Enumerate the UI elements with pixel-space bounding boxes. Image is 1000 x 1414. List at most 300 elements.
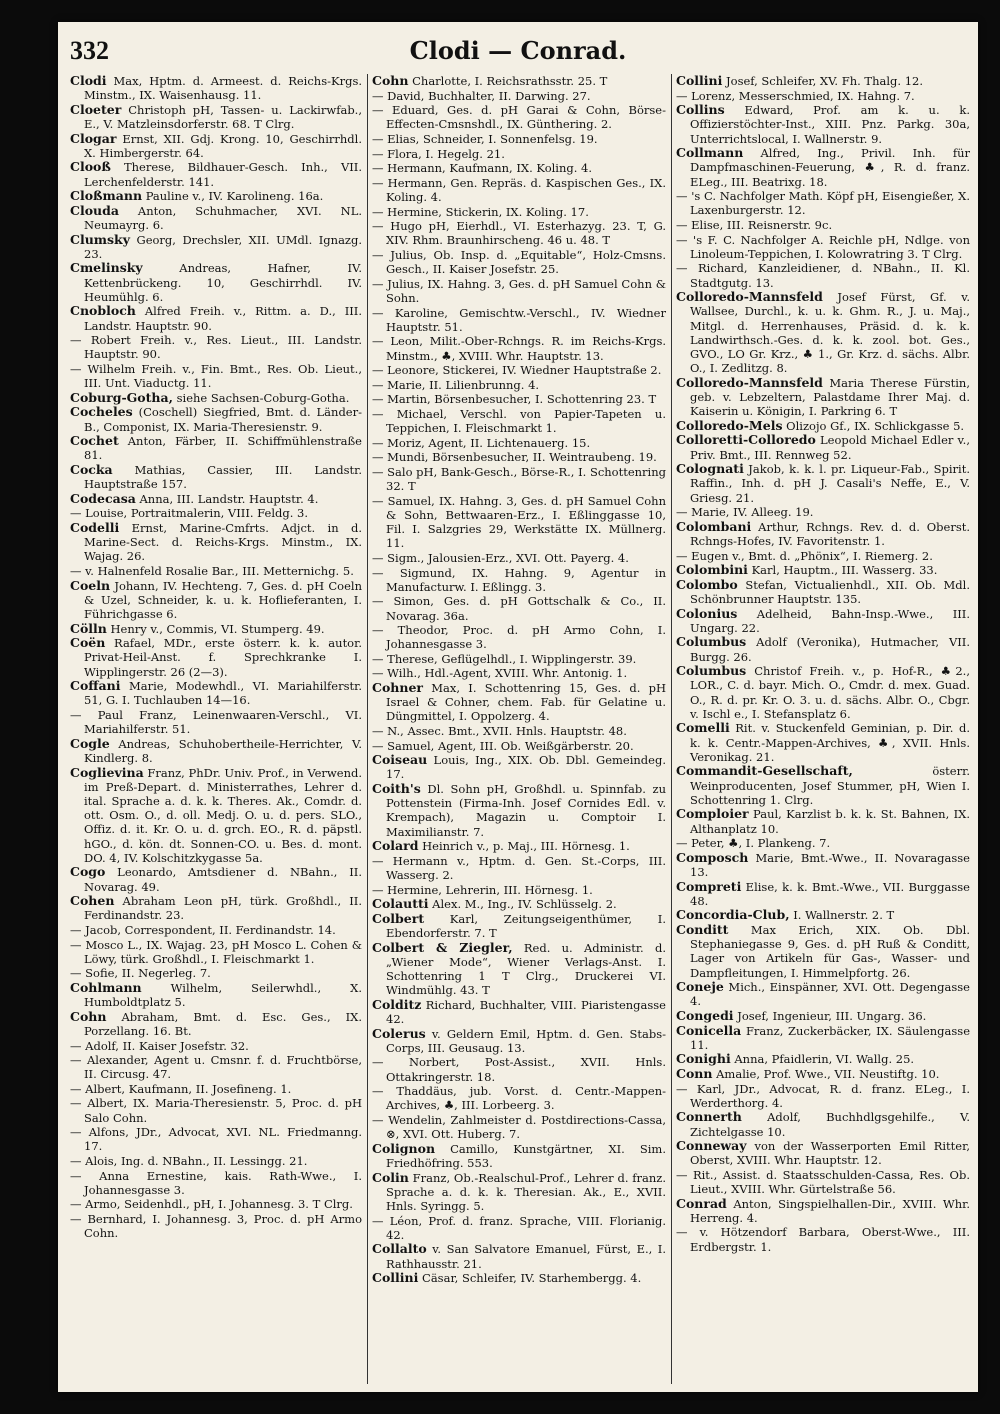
entry-surname: Colerus [372, 1025, 426, 1041]
directory-entry [372, 883, 666, 897]
column-divider [367, 74, 368, 1384]
directory-entry [372, 739, 666, 753]
directory-entry [372, 306, 666, 334]
directory-entry [70, 622, 362, 636]
directory-entry [70, 304, 362, 332]
entry-text: Max, Hptm. d. Armeest. d. Reichs-Krgs. Minstm., IX. Waisenhausg. 11. [84, 74, 362, 103]
entry-surname: Coburg-Gotha, [70, 389, 173, 405]
directory-entry [372, 1027, 666, 1055]
directory-entry [372, 652, 666, 666]
entry-surname: Collini [676, 74, 723, 88]
entry-text: Ernst, Marine-Cmfrts. Adjct. in d. Marine-Sect. d. Reichs-Krgs. Minstm., IX. Wajag. 26. [84, 520, 362, 564]
entry-text: Therese, Bildhauer-Gesch. Inh., VII. Lerchenfelderstr. 141. [84, 160, 362, 189]
directory-entry [676, 836, 970, 850]
directory-entry [70, 966, 362, 980]
entry-text: Paul, Karzlist b. k. k. St. Bahnen, IX. Althanplatz 10. [690, 807, 970, 836]
entry-surname: Concordia-Club, [676, 907, 790, 923]
directory-entry [676, 807, 970, 835]
entry-text: Karl, Hauptm., III. Wasserg. 33. [747, 563, 938, 578]
directory-entry [70, 679, 362, 707]
entry-text: Josef, Ingenieur, III. Ungarg. 36. [733, 1008, 927, 1023]
directory-entry [70, 894, 362, 922]
entry-text: Adelheid, Bahn-Insp.-Wwe., III. Ungarg. 22. [690, 606, 970, 635]
entry-surname: Coiseau [372, 752, 428, 768]
entry-text: Heinrich v., p. Maj., III. Hörnesg. 1. [418, 839, 630, 854]
entry-surname: Conditt [676, 921, 729, 937]
entry-surname: Cogo [70, 864, 106, 880]
entry-text: Anna, Pfaidlerin, VI. Wallg. 25. [730, 1052, 915, 1067]
entry-surname: Colombani [676, 518, 752, 534]
entry-text: — Hermann v., Hptm. d. Gen. St.-Corps, III. Wasserg. 2. [372, 853, 666, 883]
entry-text: — Eugen v., Bmt. d. „Phönix“, I. Riemerg. 2. [676, 548, 933, 563]
entry-text: — Albert, IX. Maria-Theresienstr. 5, Proc. d. pH Salo Cohn. [70, 1096, 362, 1125]
entry-text: — 's C. Nachfolger Math. Köpf pH, Eisengießer, X. Laxenburgerstr. 12. [676, 189, 970, 218]
directory-entry [70, 1039, 362, 1053]
entry-text: Anton, Singspielhallen-Dir., XVIII. Whr. Herreng. 4. [690, 1196, 970, 1225]
column-divider [671, 74, 672, 1384]
entry-text: — Leonore, Stickerei, IV. Wiedner Hauptstraße 2. [372, 363, 662, 378]
entry-text: — Richard, Kanzleidiener, d. NBahn., II. Kl. Stadtgutg. 13. [676, 261, 970, 290]
directory-entry [676, 103, 970, 146]
directory-entry [70, 1197, 362, 1211]
directory-entry [70, 737, 362, 765]
directory-entry [676, 880, 970, 908]
directory-entry [70, 391, 362, 405]
entry-text: — Wilh., Hdl.-Agent, XVIII. Whr. Antonig. 1. [372, 666, 628, 681]
entry-text: — David, Buchhalter, II. Darwing. 27. [372, 88, 591, 103]
entry-surname: Clumsky [70, 231, 130, 247]
entry-surname: Collins [676, 102, 725, 118]
entry-text: Andreas, Schuhobertheile-Herrichter, V. Kindlerg. 8. [84, 736, 362, 765]
entry-surname: Coën [70, 635, 106, 651]
entry-text: — Mosco L., IX. Wajag. 23, pH Mosco L. Cohen & Löwy, türk. Großhdl., I. Fleischmarkt 1. [70, 937, 362, 966]
directory-entry [372, 334, 666, 362]
directory-entry [372, 1271, 666, 1285]
entry-surname: Cölln [70, 620, 107, 636]
page-header [58, 22, 978, 74]
directory-entry [372, 219, 666, 247]
directory-entry [372, 450, 666, 464]
entry-text: — N., Assec. Bmt., XVII. Hnls. Hauptstr. 48. [372, 724, 627, 739]
entry-surname: Conighi [676, 1051, 731, 1067]
directory-entry [676, 1067, 970, 1081]
entry-surname: Cloßmann [70, 188, 143, 204]
directory-entry [676, 233, 970, 261]
entry-surname: Columbus [676, 663, 747, 679]
entry-text: Leopold Michael Edler v., Priv. Bmt., III. Rennweg 52. [690, 433, 970, 462]
entry-text: — Bernhard, I. Johannesg. 3, Proc. d. pH Armo Cohn. [70, 1212, 362, 1241]
entry-text: — Theodor, Proc. d. pH Armo Cohn, I. Johannesgasse 3. [372, 623, 666, 652]
entry-text: v. Geldern Emil, Hptm. d. Gen. Stabs-Corps, III. Geusaug. 13. [386, 1026, 666, 1055]
entry-text: Red. u. Administr. d. „Wiener Mode“, Wiener Verlags-Anst. I. Schottenring 1 T Clrg., Druckerei VI. Windmühlg. 43. T [386, 940, 666, 998]
entry-text: — Sigm., Jalousien-Erz., XVI. Ott. Payerg. 4. [372, 550, 629, 565]
entry-text: (Coschell) Siegfried, Bmt. d. Länder-B., Componist, IX. Maria-Theresienstr. 9. [84, 405, 362, 434]
directory-columns [70, 74, 970, 1384]
directory-entry [676, 261, 970, 289]
entry-text: — Salo pH, Bank-Gesch., Börse-R., I. Schottenring 32. T [372, 464, 666, 494]
directory-entry [676, 1139, 970, 1167]
entry-text: — Sofie, II. Negerleg. 7. [70, 966, 211, 981]
entry-surname: Cohen [70, 893, 115, 909]
directory-entry [372, 594, 666, 622]
directory-entry [372, 897, 666, 911]
directory-entry [372, 1242, 666, 1270]
entry-text: — Wendelin, Zahlmeister d. Postdirections-Cassa, ⊗, XVI. Ott. Huberg. 7. [372, 1113, 666, 1142]
entry-text: Edward, Prof. am k. u. k. Offizierstöchter-Inst., XIII. Pnz. Parkg. 30a, Unterrichtslocal, I. Wallnerstr. 9. [690, 103, 970, 146]
entry-text: Stefan, Victualienhdl., XII. Ob. Mdl. Schönbrunner Hauptstr. 135. [690, 577, 970, 606]
entry-surname: Colognati [676, 461, 744, 477]
entry-surname: Comelli [676, 720, 730, 736]
entry-text: — Marie, IV. Alleeg. 19. [676, 505, 814, 520]
entry-text: Cäsar, Schleifer, IV. Starhembergg. 4. [418, 1271, 642, 1286]
directory-entry [70, 189, 362, 203]
entry-text: Rit. v. Stuckenfeld Geminian, p. Dir. d. k. k. Centr.-Mappen-Archives, ♣, XVII. Hnls. Veronikag. 21. [690, 721, 970, 764]
directory-entry [372, 176, 666, 204]
entry-text: — Lorenz, Messerschmied, IX. Hahng. 7. [676, 88, 915, 103]
directory-entry [70, 766, 362, 865]
directory-entry [676, 1009, 970, 1023]
entry-text: — v. Hötzendorf Barbara, Oberst-Wwe., III. Erdbergstr. 1. [676, 1225, 970, 1254]
entry-text: — Sigmund, IX. Hahng. 9, Agentur in Manufacturw. I. Eßlingg. 3. [372, 565, 666, 594]
entry-surname: Composch [676, 849, 749, 865]
directory-entry [676, 1024, 970, 1052]
entry-text: Ernst, XII. Gdj. Krong. 10, Geschirrhdl. X. Himbergerstr. 64. [84, 131, 362, 160]
entry-surname: Colonius [676, 605, 738, 621]
directory-entry [372, 494, 666, 551]
directory-entry [372, 998, 666, 1026]
directory-entry [372, 392, 666, 406]
directory-entry [676, 189, 970, 217]
entry-text: Andreas, Hafner, IV. Kettenbrückeng. 10, Geschirrhdl. IV. Heumühlg. 6. [84, 261, 362, 304]
entry-text: — Hermine, Stickerin, IX. Koling. 17. [372, 204, 589, 219]
directory-entry [70, 1125, 362, 1153]
directory-entry [676, 462, 970, 505]
directory-entry [70, 233, 362, 261]
directory-entry [70, 506, 362, 520]
entry-surname: Coglievina [70, 764, 144, 780]
directory-entry [676, 764, 970, 807]
entry-text: — Robert Freih. v., Res. Lieut., III. Landstr. Hauptstr. 90. [70, 333, 362, 362]
entry-text: Marie, Bmt.-Wwe., II. Novaragasse 13. [690, 850, 970, 879]
entry-text: Adolf (Veronika), Hutmacher, VII. Burgg. 26. [690, 635, 970, 664]
directory-entry [676, 563, 970, 577]
directory-entry [676, 923, 970, 980]
directory-entry [70, 1096, 362, 1124]
entry-surname: Coneje [676, 979, 724, 995]
entry-text: Maria Therese Fürstin, geb. v. Lebzeltern, Palastdame Ihrer Maj. d. Kaiserin u. Königin, I. Parkring 6. T [690, 375, 970, 419]
entry-surname: Cloeter [70, 101, 122, 117]
entry-text: — Samuel, Agent, III. Ob. Weißgärberstr. 20. [372, 738, 634, 753]
entry-surname: Colin [372, 1169, 409, 1185]
entry-text: Charlotte, I. Reichsrathsstr. 25. T [408, 74, 608, 88]
directory-entry [676, 290, 970, 375]
entry-text: — Armo, Seidenhdl., pH, I. Johannesg. 3. T Clrg. [70, 1197, 353, 1212]
directory-entry [70, 636, 362, 679]
entry-text: — Norbert, Post-Assist., XVII. Hnls. Ottakringerstr. 18. [372, 1055, 666, 1084]
directory-entry [70, 1212, 362, 1240]
column-1 [70, 74, 362, 1384]
directory-entry [372, 1171, 666, 1214]
directory-entry [676, 419, 970, 433]
entry-text: — 's F. C. Nachfolger A. Reichle pH, Ndlge. von Linoleum-Teppichen, I. Kolowratring 3. T Clrg. [676, 232, 970, 261]
directory-entry [70, 362, 362, 390]
entry-text: — Alois, Ing. d. NBahn., II. Lessingg. 21. [70, 1154, 308, 1169]
entry-text: Christoph pH, Tassen- u. Lackirwfab., E., V. Matzleinsdorferstr. 68. T Clrg. [84, 102, 362, 131]
entry-surname: Colloredo-Mannsfeld [676, 374, 823, 390]
entry-text: — Louise, Portraitmalerin, VIII. Feldg. 3. [70, 506, 309, 521]
entry-surname: Colloredo-Mels [676, 417, 783, 433]
entry-surname: Colditz [372, 996, 422, 1012]
entry-surname: Colignon [372, 1140, 436, 1156]
entry-text: Johann, IV. Hechteng. 7, Ges. d. pH Coeln & Uzel, Schneider, k. u. k. Hoflieferanten, I. Führichgasse 6. [84, 578, 362, 621]
entry-text: Camillo, Kunstgärtner, XI. Sim. Friedhöfring. 553. [386, 1141, 666, 1171]
directory-entry [372, 551, 666, 565]
directory-entry [372, 407, 666, 435]
directory-entry [70, 579, 362, 622]
entry-text: — Therese, Geflügelhdl., I. Wipplingerstr. 39. [372, 651, 637, 666]
entry-surname: Codecasa [70, 490, 136, 506]
directory-entry [676, 1110, 970, 1138]
directory-entry [676, 664, 970, 721]
directory-entry [676, 908, 970, 922]
directory-entry [372, 436, 666, 450]
entry-text: — Martin, Börsenbesucher, I. Schottenring 23. T [372, 392, 657, 407]
entry-text: — Alfons, JDr., Advocat, XVI. NL. Friedmanng. 17. [70, 1125, 362, 1154]
directory-entry [70, 160, 362, 188]
entry-surname: Colloretti-Colloredo [676, 432, 816, 448]
entry-text: Leonardo, Amtsdiener d. NBahn., II. Novarag. 49. [84, 865, 362, 894]
entry-surname: Connerth [676, 1109, 742, 1125]
directory-entry [676, 218, 970, 232]
entry-text: I. Wallnerstr. 2. T [789, 908, 895, 923]
entry-surname: Cogle [70, 735, 110, 751]
directory-entry [70, 405, 362, 433]
directory-entry [676, 851, 970, 879]
directory-entry [70, 132, 362, 160]
entry-surname: Codelli [70, 519, 120, 535]
directory-entry [676, 721, 970, 764]
directory-entry [372, 277, 666, 305]
entry-text: — Paul Franz, Leinenwaaren-Verschl., VI. Mariahilferstr. 51. [70, 707, 362, 737]
entry-surname: Collini [372, 1270, 419, 1286]
running-head: Clodi — Conrad. [409, 36, 627, 65]
directory-entry [70, 492, 362, 506]
directory-entry [372, 666, 666, 680]
directory-entry [676, 635, 970, 663]
entry-text: — Michael, Verschl. von Papier-Tapeten u. Teppichen, I. Fleischmarkt 1. [372, 406, 666, 436]
entry-surname: Colloredo-Mannsfeld [676, 289, 823, 305]
entry-text: — Simon, Ges. d. pH Gottschalk & Co., II. Novarag. 36a. [372, 594, 666, 623]
entry-surname: Collalto [372, 1241, 427, 1257]
entry-text: — v. Halnenfeld Rosalie Bar., III. Metternichg. 5. [70, 563, 354, 578]
directory-entry [372, 1084, 666, 1112]
directory-entry [70, 434, 362, 462]
entry-text: — Elise, III. Reisnerstr. 9c. [676, 217, 833, 232]
entry-surname: Colombini [676, 562, 748, 578]
directory-entry [70, 521, 362, 564]
directory-entry [676, 578, 970, 606]
entry-surname: Conrad [676, 1195, 727, 1211]
directory-entry [372, 941, 666, 998]
entry-text: Georg, Drechsler, XII. UMdl. Ignazg. 23. [84, 232, 362, 261]
directory-entry [70, 981, 362, 1009]
directory-entry [372, 753, 666, 781]
directory-entry [372, 1055, 666, 1083]
entry-text: — Karl, JDr., Advocat, R. d. franz. ELeg., I. Werderthorg. 4. [676, 1081, 970, 1110]
directory-entry [372, 465, 666, 493]
directory-entry [676, 433, 970, 461]
entry-surname: Colombo [676, 576, 738, 592]
directory-entry [676, 376, 970, 419]
entry-text: — Elias, Schneider, I. Sonnenfelsg. 19. [372, 131, 598, 146]
entry-surname: Cocheles [70, 404, 133, 420]
entry-surname: Cohn [372, 74, 409, 88]
directory-entry [676, 74, 970, 88]
directory-entry [372, 623, 666, 651]
directory-entry [372, 103, 666, 131]
entry-text: Karl, Zeitungseigenthümer, I. Ebendorferstr. 7. T [386, 911, 666, 941]
entry-text: Abraham, Bmt. d. Esc. Ges., IX. Porzellang. 16. Bt. [84, 1009, 362, 1038]
entry-text: — Albert, Kaufmann, II. Josefineng. 1. [70, 1081, 292, 1096]
directory-entry [70, 1169, 362, 1197]
entry-text: Max, I. Schottenring 15, Ges. d. pH Israel & Cohner, chem. Fab. für Gelatine u. Düngmittel, I. Oppolzerg. 4. [386, 681, 666, 724]
directory-entry [372, 74, 666, 88]
entry-text: Arthur, Rchngs. Rev. d. d. Oberst. Rchngs-Hofes, IV. Favoritenstr. 1. [690, 519, 970, 548]
entry-surname: Clodi [70, 74, 107, 88]
entry-text: Henry v., Commis, VI. Stumperg. 49. [106, 621, 325, 636]
entry-surname: Colbert [372, 910, 425, 926]
directory-entry [70, 1154, 362, 1168]
entry-text: Max Erich, XIX. Ob. Dbl. Stephaniegasse 9, Ges. d. pH Ruß & Conditt, Lager von Artikeln für Gas-, Wasser- und Dampfleitungen, I. Himmelpfortg. 26. [690, 922, 970, 980]
entry-surname: Cochet [70, 433, 119, 449]
entry-text: Marie, Modewhdl., VI. Mariahilferstr. 51, G. I. Tuchlauben 14—16. [84, 679, 362, 708]
entry-surname: Conneway [676, 1138, 747, 1154]
entry-text: Amalie, Prof. Wwe., VII. Neustiftg. 10. [712, 1066, 940, 1081]
directory-entry [372, 912, 666, 940]
entry-text: Alfred Freih. v., Rittm. a. D., III. Landstr. Hauptstr. 90. [84, 304, 362, 333]
entry-text: Josef Fürst, Gf. v. Wallsee, Durchl., k. u. k. Ghm. R., J. u. Maj., Mitgl. d. Herrenhauses, Präsid. d. k. k. Landwirthsch.-Ges. d. k. k. zool. bot. Ges., GVO., LO Gr. Krz., ♣ 1., Gr. Krz. d. sächs. Albr. O., I. Zedlitzg. 8. [690, 290, 970, 376]
directory-entry [70, 564, 362, 578]
entry-text: Josef, Schleifer, XV. Fh. Thalg. 12. [722, 74, 923, 88]
directory-entry [70, 463, 362, 491]
entry-text: Olizojo Gf., IX. Schlickgasse 5. [782, 418, 965, 433]
directory-entry [70, 938, 362, 966]
directory-entry [70, 261, 362, 304]
entry-surname: Collmann [676, 145, 744, 161]
entry-text: Dl. Sohn pH, Großhdl. u. Spinnfab. zu Pottenstein (Firma-Inh. Josef Cornides Edl. v. Krempach), Magazin u. Comptoir I. Maximilianstr. 7. [386, 782, 666, 839]
directory-entry [70, 923, 362, 937]
entry-text: Elise, k. k. Bmt.-Wwe., VII. Burggasse 48. [690, 879, 970, 908]
entry-text: Christof Freih. v., p. Hof-R., ♣2., LOR., C. d. bayr. Mich. O., Cmdr. d. mex. Guad. O., R. d. pr. Kr. O. 3. u. d. sächs. Albr. O., Cbgr. v. Ischl e., I. Stefansplatz 6. [690, 664, 970, 721]
entry-surname: Clogar [70, 130, 117, 146]
entry-surname: Cnobloch [70, 303, 136, 319]
directory-page [58, 22, 978, 1392]
entry-text: — Mundi, Börsenbesucher, II. Weintraubeng. 19. [372, 450, 657, 465]
directory-entry [372, 1142, 666, 1170]
column-3 [676, 74, 970, 1384]
entry-text: — Flora, I. Hegelg. 21. [372, 146, 505, 161]
entry-surname: Cohlmann [70, 979, 142, 995]
directory-entry [372, 1214, 666, 1242]
entry-text: Anna, III. Landstr. Hauptstr. 4. [135, 491, 319, 506]
directory-entry [676, 549, 970, 563]
entry-surname: Columbus [676, 634, 747, 650]
entry-text: Anton, Schuhmacher, XVI. NL. Neumayrg. 6. [84, 203, 362, 232]
entry-surname: Cmelinsky [70, 260, 143, 276]
entry-text: Anton, Färber, II. Schiffmühlenstraße 81. [84, 434, 362, 463]
entry-surname: Coeln [70, 577, 111, 593]
entry-text: v. San Salvatore Emanuel, Fürst, E., I. Rathhausstr. 21. [386, 1242, 666, 1271]
entry-surname: Compreti [676, 878, 742, 894]
entry-text: Jakob, k. k. l. pr. Liqueur-Fab., Spirit. Raffin., Inh. d. pH J. Casali's Neffe, E., V. Griesg. 21. [690, 462, 970, 505]
entry-text: Abraham Leon pH, türk. Großhdl., II. Ferdinandstr. 23. [84, 894, 362, 923]
directory-entry [372, 854, 666, 882]
entry-text: — Moriz, Agent, II. Lichtenauerg. 15. [372, 435, 591, 450]
page-number: 332 [70, 36, 109, 65]
entry-surname: Commandit-Gesellschaft, [676, 763, 853, 779]
entry-surname: Colard [372, 838, 419, 854]
entry-surname: Coffani [70, 678, 121, 694]
directory-entry [70, 1010, 362, 1038]
entry-text: — Marie, II. Lilienbrunng. 4. [372, 377, 540, 392]
entry-text: Pauline v., IV. Karolineng. 16a. [142, 189, 324, 204]
directory-entry [676, 1168, 970, 1196]
entry-text: Mathias, Cassier, III. Landstr. Hauptstraße 157. [84, 462, 362, 492]
directory-entry [372, 248, 666, 276]
entry-surname: Colbert & Ziegler, [372, 939, 513, 955]
entry-text: — Jacob, Correspondent, II. Ferdinandstr. 14. [70, 922, 336, 937]
entry-text: österr. Weinproducenten, Josef Stummer, pH, Wien I. Schottenring 1. Clrg. [690, 764, 970, 807]
directory-entry [676, 607, 970, 635]
directory-entry [676, 146, 970, 189]
entry-text: — Wilhelm Freih. v., Fin. Bmt., Res. Ob. Lieut., III. Unt. Viaductg. 11. [70, 361, 362, 391]
directory-entry [372, 89, 666, 103]
entry-surname: Clooß [70, 159, 111, 175]
entry-text: — Karoline, Gemischtw.-Verschl., IV. Wiedner Hauptstr. 51. [372, 305, 666, 334]
directory-entry [372, 147, 666, 161]
entry-text: von der Wasserporten Emil Ritter, Oberst, XVIII. Whr. Hauptstr. 12. [690, 1139, 970, 1168]
entry-text: Alex. M., Ing., IV. Schlüsselg. 2. [428, 897, 617, 912]
entry-text: — Rit., Assist. d. Staatsschulden-Cassa, Res. Ob. Lieut., XVIII. Whr. Gürtelstraße 56. [676, 1167, 970, 1197]
entry-text: — Julius, IX. Hahng. 3, Ges. d. pH Samuel Cohn & Sohn. [372, 276, 666, 305]
directory-entry [372, 161, 666, 175]
entry-text: siehe Sachsen-Coburg-Gotha. [172, 390, 350, 405]
entry-text: Rafael, MDr., erste österr. k. k. autor. Privat-Heil-Anst. f. Sprechkranke I. Wipplingerstr. 26 (2—3). [84, 636, 362, 679]
entry-text: Wilhelm, Seilerwhdl., X. Humboldtplatz 5. [84, 980, 362, 1010]
entry-text: — Hermann, Kaufmann, IX. Koling. 4. [372, 161, 593, 176]
directory-entry [676, 1082, 970, 1110]
entry-text: — Eduard, Ges. d. pH Garai & Cohn, Börse-Effecten-Cmsnshdl., IX. Günthering. 2. [372, 103, 666, 132]
entry-text: Franz, Ob.-Realschul-Prof., Lehrer d. franz. Sprache a. d. k. k. Theresian. Ak., E., XVII. Hnls. Syringg. 5. [386, 1170, 666, 1214]
directory-entry [70, 1082, 362, 1096]
entry-surname: Congedi [676, 1007, 734, 1023]
entry-surname: Cohner [372, 680, 424, 696]
directory-entry [372, 205, 666, 219]
directory-entry [70, 103, 362, 131]
entry-text: Franz, Zuckerbäcker, IX. Säulengasse 11. [690, 1023, 970, 1052]
directory-entry [676, 505, 970, 519]
entry-text: — Adolf, II. Kaiser Josefstr. 32. [70, 1038, 249, 1053]
entry-text: Louis, Ing., XIX. Ob. Dbl. Gemeindeg. 17. [386, 753, 666, 782]
directory-entry [676, 1197, 970, 1225]
entry-text: — Hugo pH, Eierhdl., VI. Esterhazyg. 23. T, G. XIV. Rhm. Braunhirscheng. 46 u. 48. T [372, 219, 666, 248]
column-2 [372, 74, 666, 1384]
entry-text: — Thaddäus, jub. Vorst. d. Centr.-Mappen-Archives, ♣, III. Lorbeerg. 3. [372, 1084, 666, 1113]
entry-surname: Colautti [372, 896, 429, 912]
directory-entry [70, 333, 362, 361]
entry-text: — Peter, ♣, I. Plankeng. 7. [676, 836, 831, 851]
directory-entry [372, 724, 666, 738]
